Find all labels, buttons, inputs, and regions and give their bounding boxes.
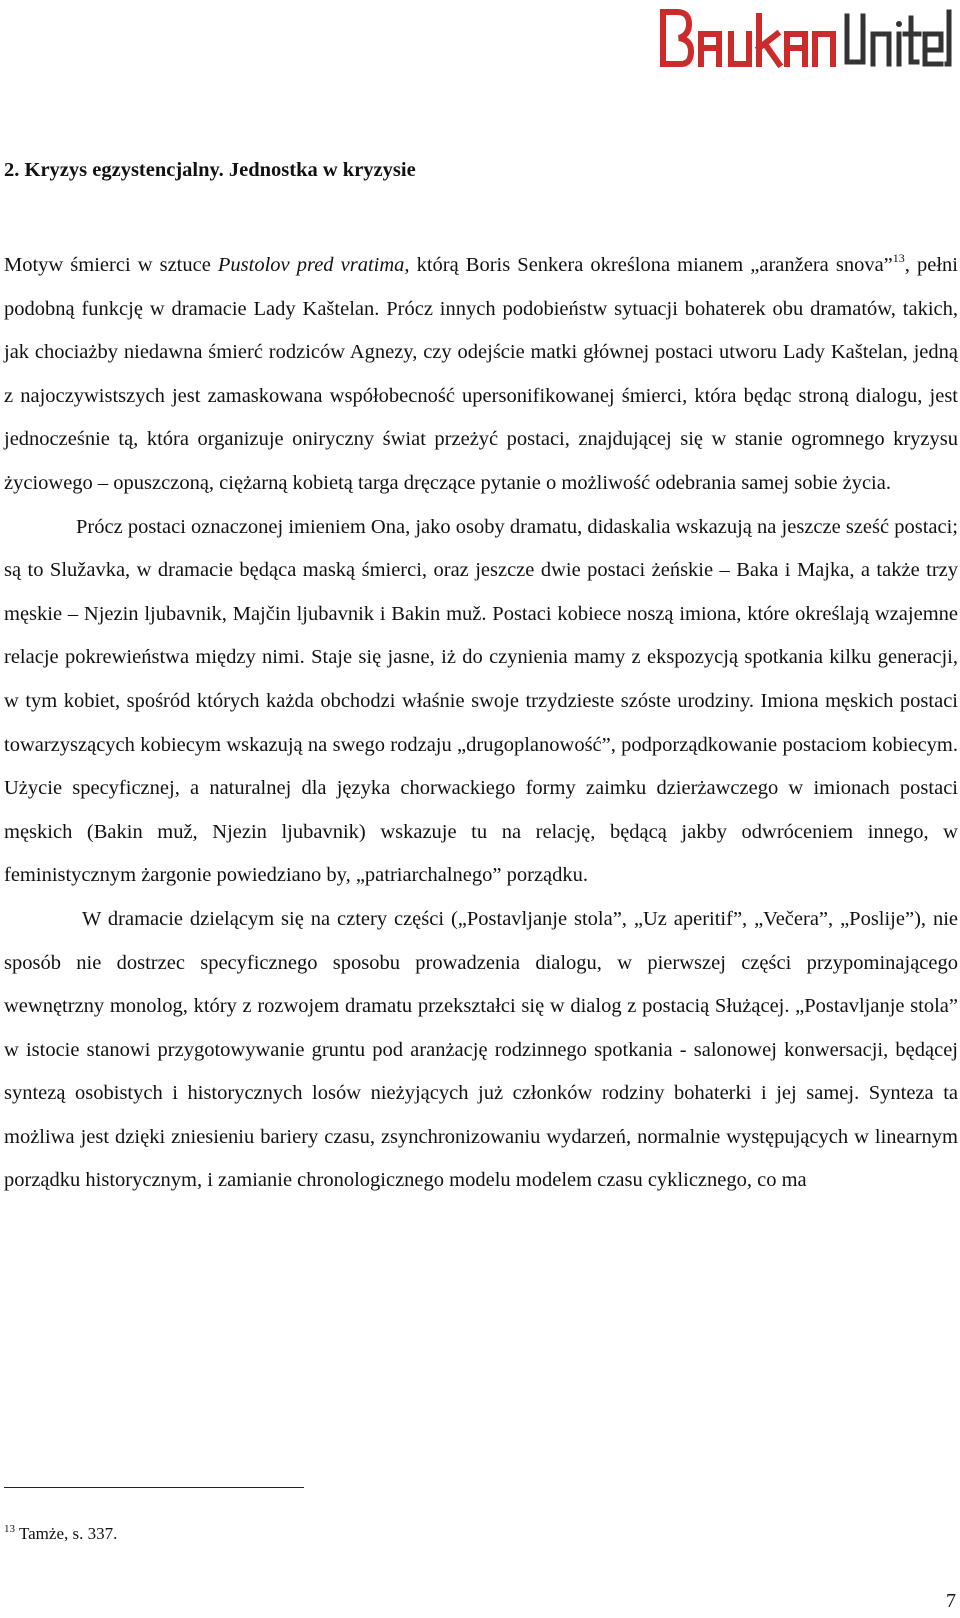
- page-number: 7: [946, 1590, 956, 1612]
- p1-italic-title: Pustolov pred vratima: [217, 254, 405, 276]
- paragraph-2: Prócz postaci oznaczonej imieniem Ona, jako osoby dramatu, didaskalia wskazują na jeszcze sześć postaci; są to Služavka, w dramacie będąca maską śmierci, oraz jeszcze dwie postaci żeńskie – Baka i Majka, a także trzy męskie – Njezin ljubavnik, Majčin ljubavnik i Bakin muž. Postaci kobiece noszą imiona, które określają wzajemne relacje pokrewieństwa między nimi. Staje się jasne, iż do czynienia mamy z ekspozycją spotkania kilku generacji, w tym kobiet, spośród których każda obchodzi właśnie swoje trzydzieste szóste urodziny. Imiona męskich postaci towarzyszących kobiecym wskazują na swego rodzaju „drugoplanowość”, podporządkowanie postaciom kobiecym. Użycie specyficznej, a naturalnej dla języka chorwackiego formy zaimku dzierżawczego w imionach postaci męskich (Bakin muž, Njezin ljubavnik) wskazuje tu na relację, będącą jakby odwróceniem innego, w feministycznym żargonie powiedziano by, „patriarchalnego” porządku.: [4, 515, 958, 887]
- footnote-text: Tamże, s. 337.: [15, 1524, 118, 1543]
- p1-text-a: Motyw śmierci w sztuce: [4, 254, 218, 276]
- footnote-ref: 13: [892, 251, 905, 265]
- balkan-united-logo: [655, 4, 955, 74]
- main-text: [4, 244, 958, 1203]
- footnote-divider: [4, 1487, 304, 1488]
- footnote: [4, 1524, 117, 1544]
- footnote-number: 13: [4, 1523, 15, 1535]
- paragraph-1: [4, 244, 958, 506]
- p1-text-c: , pełni podobną funkcję w dramacie Lady Kaštelan. Prócz innych podobieństw sytuacji bohaterek obu dramatów, takich, jak chociażby niedawna śmierć rodziców Agnezy, czy odejście matki głównej postaci utworu Lady Kaštelan, jedną z najoczywistszych jest zamaskowana współobecność upersonifikowanej śmierci, która będąc stroną dialogu, jest jednocześnie tą, która organizuje oniryczny świat przeżyć postaci, znajdującej się w stanie ogromnego kryzysu życiowego – opuszczoną, ciężarną kobietą targa dręczące pytanie o możliwość odebrania samej sobie życia.: [4, 254, 958, 494]
- logo-graphic: [655, 4, 955, 74]
- section-heading: 2. Kryzys egzystencjalny. Jednostka w kryzysie: [4, 159, 416, 181]
- p1-text-b: , którą Boris Senkera określona mianem „aranžera snova”: [404, 254, 893, 276]
- paragraph-3: W dramacie dzielącym się na cztery części („Postavljanje stola”, „Uz aperitif”, „Večera”, „Poslije”), nie sposób nie dostrzec specyficznego sposobu prowadzenia dialogu, w pierwszej części przypominającego wewnętrzny monolog, który z rozwojem dramatu przekształci się w dialog z postacią Służącej. „Postavljanje stola” w istocie stanowi przygotowywanie gruntu pod aranżację rodzinnego spotkania - salonowej konwersacji, będącej syntezą osobistych i historycznych losów nieżyjących już członków rodziny bohaterki i jej samej. Synteza ta możliwa jest dzięki zniesieniu bariery czasu, zsynchronizowaniu wydarzeń, normalnie występujących w linearnym porządku historycznym, i zamianie chronologicznego modelu modelem czasu cyklicznego, co ma: [4, 907, 958, 1192]
